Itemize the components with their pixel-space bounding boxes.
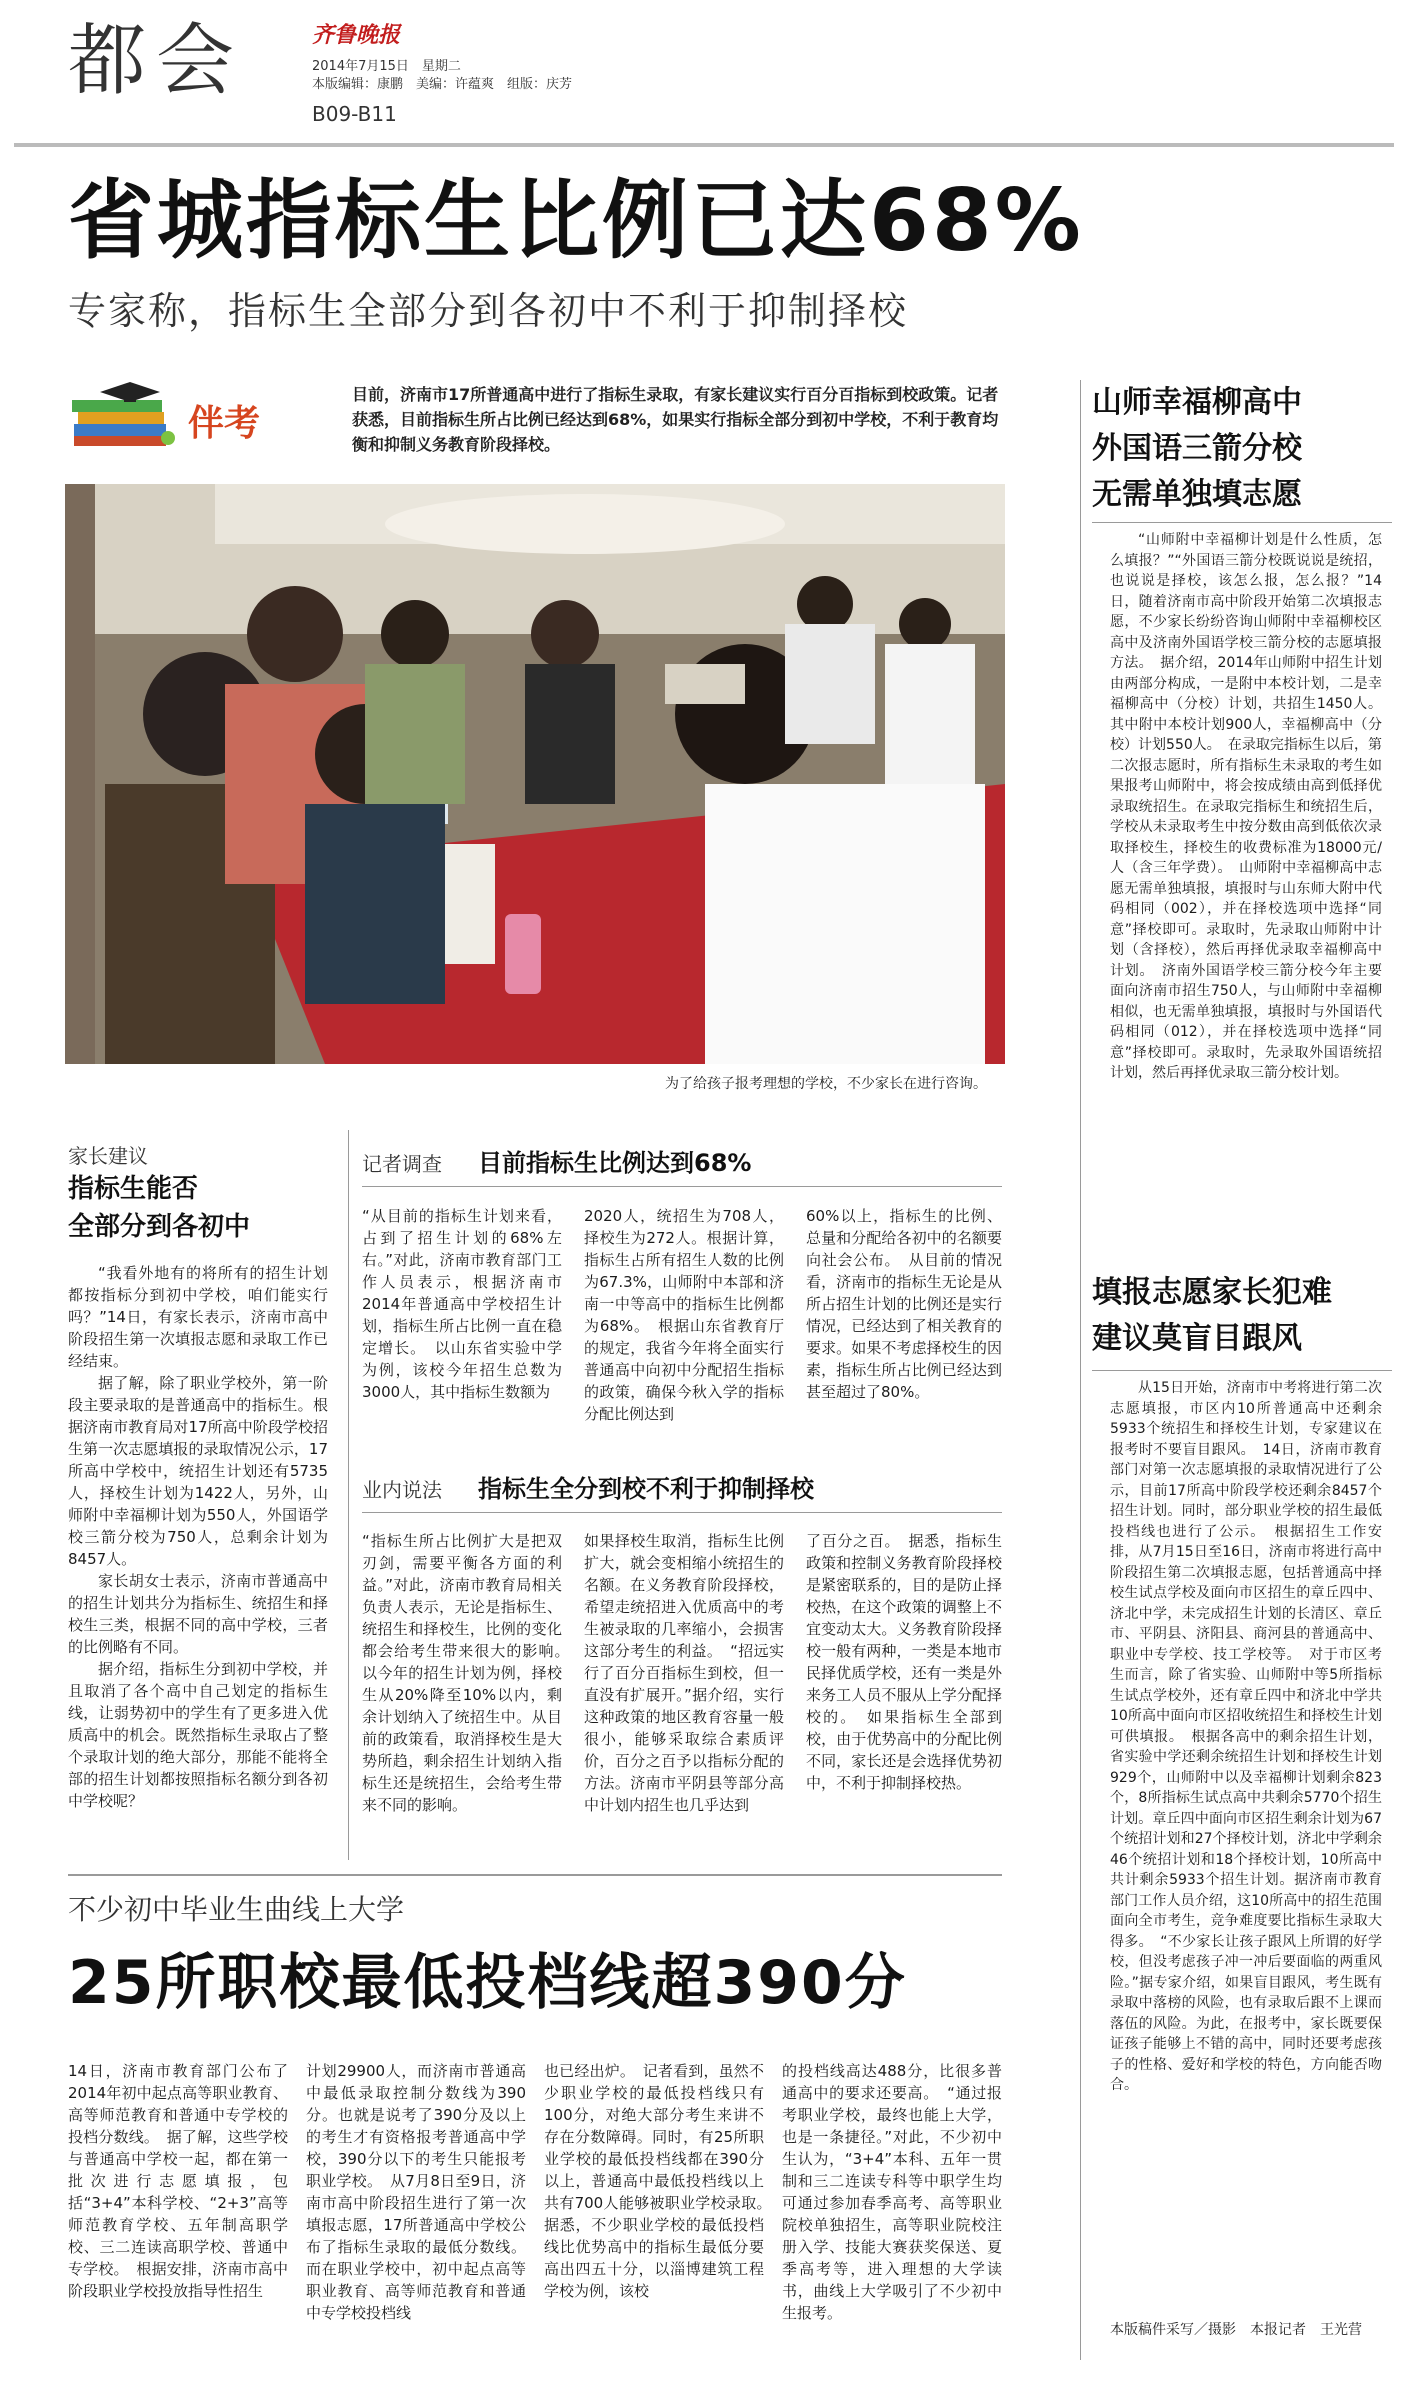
page-range: B09-B11 xyxy=(312,102,397,126)
right-headline-2-line: 建议莫盲目跟风 xyxy=(1092,1321,1302,1356)
right-rule-1 xyxy=(1092,522,1392,523)
issue-meta xyxy=(312,58,572,94)
section-title: 都会 xyxy=(68,16,245,106)
right-column-divider xyxy=(1080,380,1081,2360)
mid2-col2: 如果择校生取消，指标生比例扩大，就会变相缩小统招生的名额。在义务教育阶段择校，希望走统招进入优质高中的考生被录取的几率缩小，会损害这部分考生的利益。 “招远实行了百分百指标生到校，但一直没有扩展开。”据介绍，实行这种政策的地区教育容量一般很小，能够采取综合素质评价，百分之百予以指标分配的方法。济南市平阴县等部分高中计划内招生也几乎达到 xyxy=(584,1532,784,1814)
bottom-col1: 14日，济南市教育部门公布了2014年初中起点高等职业教育、高等师范教育和普通中专学校的投档分数线。 据了解，这些学校与普通高中学校一起，都在第一批次进行志愿填报，包括“3+4”本科学校、“2+3”高等师范教育学校、五年制高职学校、三二连读高职学校、普通中专学校。 根据安排，济南市高中阶段职业学校投放指导性招生 xyxy=(68,2062,288,2300)
right-headline-1-line: 外国语三箭分校 xyxy=(1092,431,1302,466)
right-headline-1 xyxy=(1092,380,1392,518)
mid1-col3: 60%以上，指标生的比例、总量和分配给各初中的名额要向社会公布。 从目前的情况看，济南市的指标生无论是从所占招生计划的比例还是实行情况，已经达到了相关教育的要求。如果不考虑择校生的因素，指标生所占比例已经达到甚至超过了80%。 xyxy=(806,1207,1002,1401)
left-paragraph: 据了解，除了职业学校外，第一阶段主要录取的是普通高中的指标生。根据济南市教育局对17所高中阶段学校招生第一次志愿填报的录取情况公示，17所高中学校中，统招生计划还有5735人，择校生计划为1422人，另外，山师附中幸福柳计划为550人，外国语学校三箭分校为750人，总剩余计划为8457人。 xyxy=(68,1374,328,1568)
right-headline-2-line: 填报志愿家长犯难 xyxy=(1092,1275,1332,1310)
column-divider xyxy=(348,1130,349,1860)
right-headline-1-line: 山师幸福柳高中 xyxy=(1092,385,1302,420)
mid2-col1: “指标生所占比例扩大是把双刃剑，需要平衡各方面的利益。”对此，济南市教育局相关负责人表示，无论是指标生、统招生和择校生，比例的变化都会给考生带来很大的影响。 以今年的招生计划为例，择校生从20%降至10%以内，剩余计划纳入了统招生中。从目前的政策看，取消择校生是大势所趋，剩余招生计划纳入指标生还是统招生，会给考生带来不同的影响。 xyxy=(362,1532,578,1814)
mid2-rule xyxy=(362,1512,1002,1513)
bottom-story-rule xyxy=(68,1874,1002,1876)
mid2-kicker: 业内说法 xyxy=(362,1478,442,1502)
masthead-divider xyxy=(14,143,1394,147)
left-paragraph: “我看外地有的将所有的招生计划都按指标分到初中学校，咱们能实行吗？”14日，有家长表示，济南市高中阶段招生第一次填报志愿和录取工作已经结束。 xyxy=(68,1264,328,1370)
issue-date: 2014年7月15日 星期二 xyxy=(312,59,461,74)
left-article xyxy=(68,1262,328,1812)
byline: 本版稿件采写／摄影 本报记者 王光营 xyxy=(1110,2322,1362,2338)
books-graduation-cap-icon xyxy=(70,380,178,450)
bottom-col2: 计划29900人，而济南市普通高中最低录取控制分数线为390分。也就是说考了390分及以上的考生才有资格报考普通高中学校，390分以下的考生只能报考职业学校。 从7月8日至9日，济南市高中阶段招生进行了第一次填报志愿，17所普通高中学校公布了指标生录取的最低分数线。而在职业学校中，初中起点高等职业教育、高等师范教育和普通中专学校投档线 xyxy=(306,2062,526,2322)
right-headline-1-line: 无需单独填志愿 xyxy=(1092,477,1302,512)
mid1-kicker: 记者调查 xyxy=(362,1152,442,1176)
right-article-2: 从15日开始，济南市中考将进行第二次志愿填报，市区内10所普通高中还剩余5933个统招生和择校生计划，专家建议在报考时不要盲目跟风。 14日，济南市教育部门对第一次志愿填报的录取情况进行了公示，目前17所高中阶段学校还剩余8457个招生计划。同时，部分职业学校的招生最低投档线也进行了公示。 根据招生工作安排，从7月15日至16日，济南市将进行高中阶段招生第二次填报志愿，包括普通高中择校生试点学校及面向市区招生的章丘四中、济北中学，未完成招生计划的长清区、章丘市、平阴县、济阳县、商河县的普通高中、职业中专学校、技工学校等。 对于市区考生而言，除了省实验、山师附中等5所指标生试点学校外，还有章丘四中和济北中学共10所高中面向市区招收统招生和择校生计划可供填报。 根据各高中的剩余招生计划，省实验中学还剩余统招生计划和择校生计划929个，山师附中以及幸福柳计划剩余823个，8所指标生试点高中共剩余5770个招生计划。章丘四中面向市区招生剩余计划为67个统招计划和27个择校计划，济北中学剩余46个统招计划和18个择校计划，10所高中共计剩余5933个招生计划。据济南市教育部门工作人员介绍，这10所高中的招生范围面向全市考生，竞争难度要比指标生录取大得多。 “不少家长让孩子跟风上所谓的好学校，但没考虑孩子冲一冲后要面临的两重风险。”据专家介绍，如果盲目跟风，考生既有录取中落榜的风险，也有录取后跟不上课而落伍的风险。为此，在报考中，家长既要保证孩子能够上不错的高中，同时还要考虑孩子的性格、爱好和学校的特色，方向能否吻合。 xyxy=(1110,1380,1382,2093)
section-tag: 伴考 xyxy=(188,403,261,444)
left-kicker: 家长建议 xyxy=(68,1144,148,1168)
left-paragraph: 据介绍，指标生分到初中学校，并且取消了各个高中自己划定的指标生线，让弱势初中的学生有了更多进入优质高中的机会。既然指标生录取占了整个录取计划的绝大部分，那能不能将全部的招生计划都按照指标名额分到各初中学校呢？ xyxy=(68,1660,328,1810)
bottom-headline: 25所职校最低投档线超390分 xyxy=(68,1948,907,2018)
left-headline-line2: 全部分到各初中 xyxy=(68,1212,251,1242)
bottom-kicker: 不少初中毕业生曲线上大学 xyxy=(68,1893,405,1926)
bottom-col4: 的投档线高达488分，比很多普通高中的要求还要高。 “通过报考职业学校，最终也能上大学，也是一条捷径。”对此，不少初中生认为，“3+4”本科、五年一贯制和三二连读专科等中职学生均可通过参加春季高考、高等职业院校单独招生，高等职业院校注册入学、技能大赛获奖保送、夏季高考等，进入理想的大学读书，曲线上大学吸引了不少初中生报考。 xyxy=(782,2062,1002,2322)
mid1-col1: “从目前的指标生计划来看，占到了招生计划的68%左右。”对此，济南市教育部门工作人员表示，根据济南市2014年普通高中学校招生计划，指标生所占比例一直在稳定增长。 以山东省实验中学为例，该校今年招生总数为3000人，其中指标生数额为 xyxy=(362,1207,562,1401)
left-headline xyxy=(68,1170,328,1246)
news-photo xyxy=(65,484,1005,1064)
mid1-col2: 2020人，统招生为708人，择校生为272人。根据计算，指标生占所有招生人数的比例为67.3%，山师附中本部和济南一中等高中的指标生比例都为68%。 根据山东省教育厅的规定，我省今年将全面实行普通高中向初中分配招生指标的政策，确保今秋入学的指标分配比例达到 xyxy=(584,1207,784,1423)
main-headline: 省城指标生比例已达68% xyxy=(68,171,1084,271)
left-headline-line1: 指标生能否 xyxy=(68,1174,199,1204)
editor-credits: 本版编辑：康鹏 美编：许蕴爽 组版：庆芳 xyxy=(312,77,573,92)
mid2-col3: 了百分之百。 据悉，指标生政策和控制义务教育阶段择校是紧密联系的，目的是防止择校热，在这个政策的调整上不宜变动太大。义务教育阶段择校一般有两种，一类是本地市民择优质学校，还有一类是外来务工人员不服从上学分配择校的。 如果指标生全部到校，由于优势高中的分配比例不同，家长还是会选择优势初中，不利于抑制择校热。 xyxy=(806,1532,1002,1792)
left-paragraph: 家长胡女士表示，济南市普通高中的招生计划共分为指标生、统招生和择校生三类，根据不同的高中学校，三者的比例略有不同。 xyxy=(68,1572,328,1656)
mid1-rule xyxy=(362,1186,1002,1187)
mid2-headline: 指标生全分到校不利于抑制择校 xyxy=(478,1475,814,1503)
right-rule-2 xyxy=(1092,1370,1392,1371)
newspaper-logo: 齐鲁晚报 xyxy=(312,23,401,48)
right-article-1: “山师附中幸福柳计划是什么性质，怎么填报？”“外国语三箭分校既说说是统招，也说说是择校，该怎么报，怎么报？”14日，随着济南市高中阶段开始第二次填报志愿，不少家长纷纷咨询山师附中幸福柳校区高中及济南外国语学校三箭分校的志愿填报方法。 据介绍，2014年山师附中招生计划由两部分构成，一是附中本校计划，二是幸福柳高中（分校）计划，共招生1450人。其中附中本校计划900人，幸福柳高中（分校）计划550人。 在录取完指标生以后，第二次报志愿时，所有指标生未录取的考生如果报考山师附中，将会按成绩由高到低择优录取统招生。在录取完指标生和统招生后，学校从未录取考生中按分数由高到低依次录取择校生，择校生的收费标准为18000元/人（含三年学费）。 山师附中幸福柳高中志愿无需单独填报，填报时与山东师大附中代码相同（002），并在择校选项中选择“同意”择校即可。录取时，先录取山师附中计划（含择校），然后再择优录取幸福柳高中计划。 济南外国语学校三箭分校今年主要面向济南市招生750人，与山师附中幸福柳相似，也无需单独填报，填报时与外国语代码相同（012），并在择校选项中选择“同意”择校即可。录取时，先录取外国语统招计划，然后再择优录取三箭分校计划。 xyxy=(1110,532,1382,1081)
sub-headline: 专家称，指标生全部分到各初中不利于抑制择校 xyxy=(68,289,909,333)
lead-paragraph: 目前，济南市17所普通高中进行了指标生录取，有家长建议实行百分百指标到校政策。记者获悉，目前指标生所占比例已经达到68%，如果实行指标全部分到初中学校，不利于教育均衡和抑制义务教育阶段择校。 xyxy=(352,385,999,454)
mid1-headline: 目前指标生比例达到68% xyxy=(478,1149,752,1177)
right-headline-2 xyxy=(1092,1270,1392,1362)
photo-caption: 为了给孩子报考理想的学校，不少家长在进行咨询。 xyxy=(665,1076,987,1092)
bottom-col3: 也已经出炉。 记者看到，虽然不少职业学校的最低投档线只有100分，对绝大部分考生来讲不存在分数障碍。同时，有25所职业学校的最低投档线都在390分以上，普通高中最低投档线以上共有700人能够被职业学校录取。 据悉，不少职业学校的最低投档线比优势高中的指标生最低分要高出四五十分，以淄博建筑工程学校为例，该校 xyxy=(544,2062,780,2300)
